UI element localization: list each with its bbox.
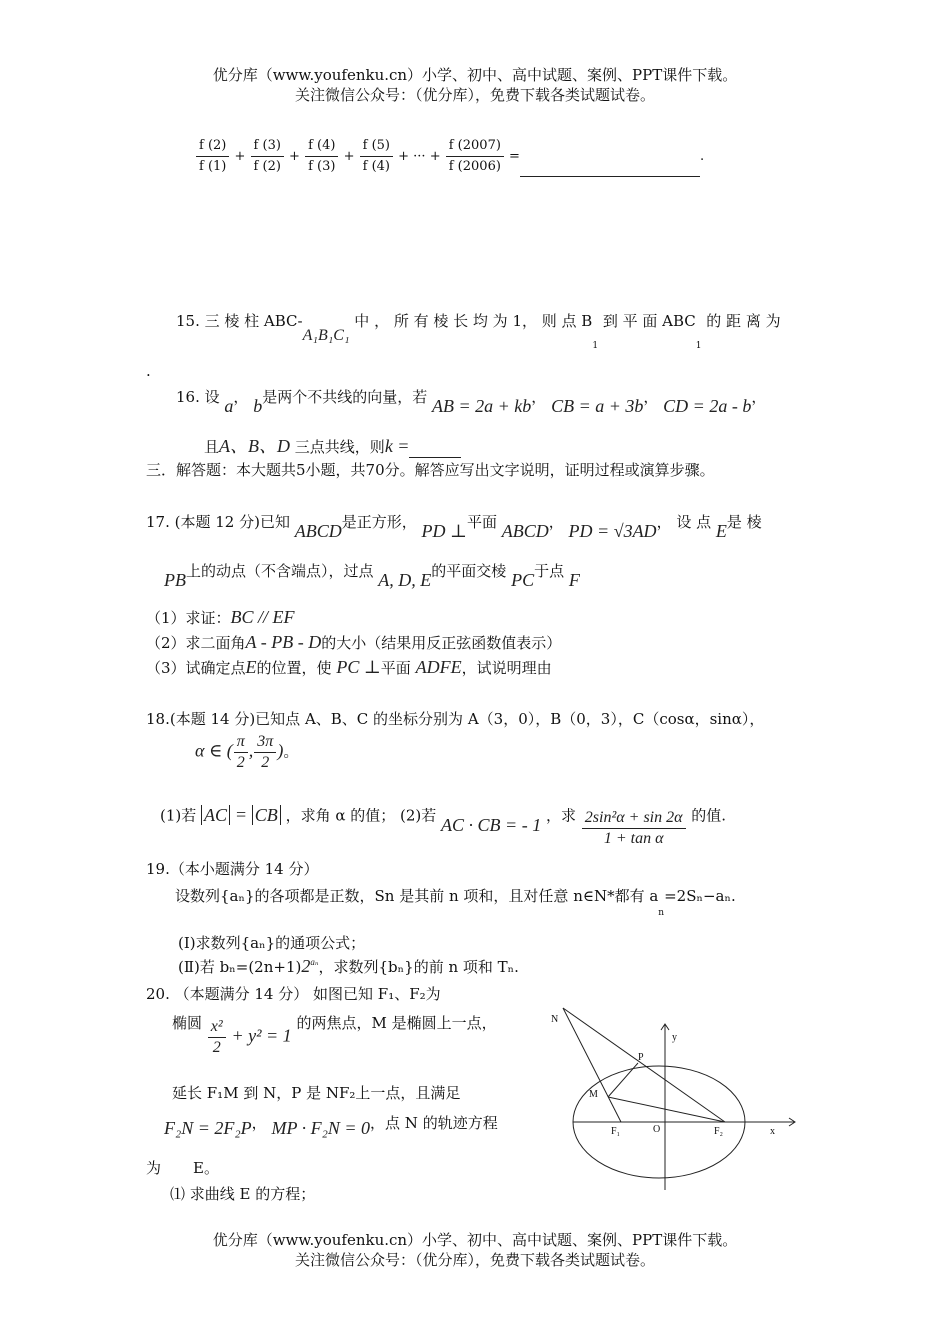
q15-answer-dot: . xyxy=(146,362,151,380)
label-o: O xyxy=(653,1124,661,1135)
question-17-line-1: 17. (本题 12 分)已知 ABCD是正方形， PD ⊥平面 ABCD， PD = √3AD， 设 点 E是 棱 xyxy=(146,513,762,541)
label-m: M xyxy=(589,1089,598,1100)
q14-fraction: $\frac{f (2007)}{f (2006)}$ xyxy=(446,136,504,177)
prism-label: A₁B₁C₁ xyxy=(302,327,350,344)
q17-part-1: （1）求证：BC // EF xyxy=(146,607,295,627)
question-18-line-1: 18.(本题 14 分)已知点 A、B、C 的坐标分别为 A（3，0），B（0，3），C（cosα，sinα）， xyxy=(146,710,765,728)
q17-part-3: （3）试确定点E的位置，使 PC ⊥平面 ADFE，试说明理由 xyxy=(146,657,552,677)
q20-ellipse-line: 椭圆 $\frac{\text{x²}}{2}$ + y² = 1 的两焦点，M 是椭圆上一点， xyxy=(172,1013,497,1056)
q18-parts: (1)若 AC = CB ，求角 α 的值； (2)若 AC · CB = - 1 ，求 $\frac{\text{2sin²α + sin 2α}}{\text{1 + tan α}}$ 的值. xyxy=(160,804,727,847)
answer-blank xyxy=(409,443,461,458)
line-n-f1 xyxy=(563,1008,621,1122)
answer-blank xyxy=(520,162,700,177)
q20-line-3: 延长 F₁M 到 N，P 是 NF₂上一点，且满足 xyxy=(172,1084,461,1102)
ellipse-figure xyxy=(545,1000,815,1195)
q20-conditions: F₂N = 2F₂P， MP · F₂N = 0，点 N 的轨迹方程 xyxy=(164,1114,498,1138)
question-17-line-2: PB上的动点（不含端点），过点 A, D, E的平面交棱 PC于点 F xyxy=(164,562,580,590)
q20-part-1: ⑴ 求曲线 E 的方程； xyxy=(170,1185,316,1203)
footer-line-2: 关注微信公众号：（优分库），免费下载各类试题试卷。 xyxy=(294,1251,655,1269)
line-m-p xyxy=(608,1063,638,1097)
q19-part-2: (Ⅱ)若 $b_n=(2n+1)2^{a_n}$，求数列{bₙ}的前 n 项和 Tₙ. xyxy=(178,956,519,976)
q20-line-5: 为 E。 xyxy=(146,1159,219,1177)
q14-fraction: $\frac{f (5)}{f (4)}$ xyxy=(360,136,393,177)
label-f2: F₂ xyxy=(714,1126,724,1137)
q17-part-2: （2）求二面角A - PB - D的大小（结果用反正弦函数值表示） xyxy=(146,632,562,652)
question-16-line-1: 16. 设 a， b是两个不共线的向量，若 AB = 2a + kb， CB = a + 3b， CD = 2a - b， xyxy=(176,388,767,416)
header-line-2: 关注微信公众号：（优分库），免费下载各类试题试卷。 xyxy=(294,86,655,104)
header-line-1: 优分库（www.youfenku.cn）小学、初中、高中试题、案例、PPT课件下载。 xyxy=(212,66,738,84)
question-15: 15. 三 棱 柱 ABC-A₁B₁C₁ 中 ， 所 有 棱 长 均 为 1， 则 点 $B_1$ 到 平 面 $ABC_1$ 的 距 离 为 xyxy=(176,312,781,351)
label-y: y xyxy=(672,1032,677,1043)
q14-fraction: $\frac{f (4)}{f (3)}$ xyxy=(305,136,338,177)
q14-fraction: $\frac{f (3)}{f (2)}$ xyxy=(251,136,284,177)
label-p: P xyxy=(638,1052,644,1063)
q14-fraction: $\frac{f (2)}{f (1)}$ xyxy=(196,136,229,177)
q19-statement: 设数列{aₙ}的各项都是正数，Sn 是其前 n 项和，且对任意 n∈N*都有 $a_n=2S_n-a_n$. xyxy=(175,887,736,918)
q19-part-1: (Ⅰ)求数列{aₙ}的通项公式； xyxy=(178,934,366,952)
q20-title: 20. （本题满分 14 分） 如图已知 F₁、F₂为 xyxy=(146,985,441,1003)
q18-alpha-range: α ∈ ( $\frac{\pi}{2}$ , $\frac{3\pi}{2}$ )。 xyxy=(195,733,299,771)
question-16-line-2: 且A、B、D 三点共线，则k = xyxy=(204,432,461,458)
q19-title: 19.（本小题满分 14 分） xyxy=(146,860,319,878)
label-x: x xyxy=(770,1126,775,1137)
footer-line-1: 优分库（www.youfenku.cn）小学、初中、高中试题、案例、PPT课件下载。 xyxy=(212,1231,738,1249)
q14-expression: $\frac{f (2)}{f (1)}$ + $\frac{f (3)}{f (2)}$ + $\frac{f (4)}{f (3)}$ + $\frac{f (5)}{f (4)}$ + ··· + $\frac{f (2007)}{f (2006)}$ = . xyxy=(195,136,704,177)
label-f1: F₁ xyxy=(611,1126,621,1137)
section-3-heading: 三．解答题：本大题共5小题，共70分。解答应写出文字说明，证明过程或演算步骤。 xyxy=(146,461,715,479)
label-n: N xyxy=(551,1014,559,1025)
